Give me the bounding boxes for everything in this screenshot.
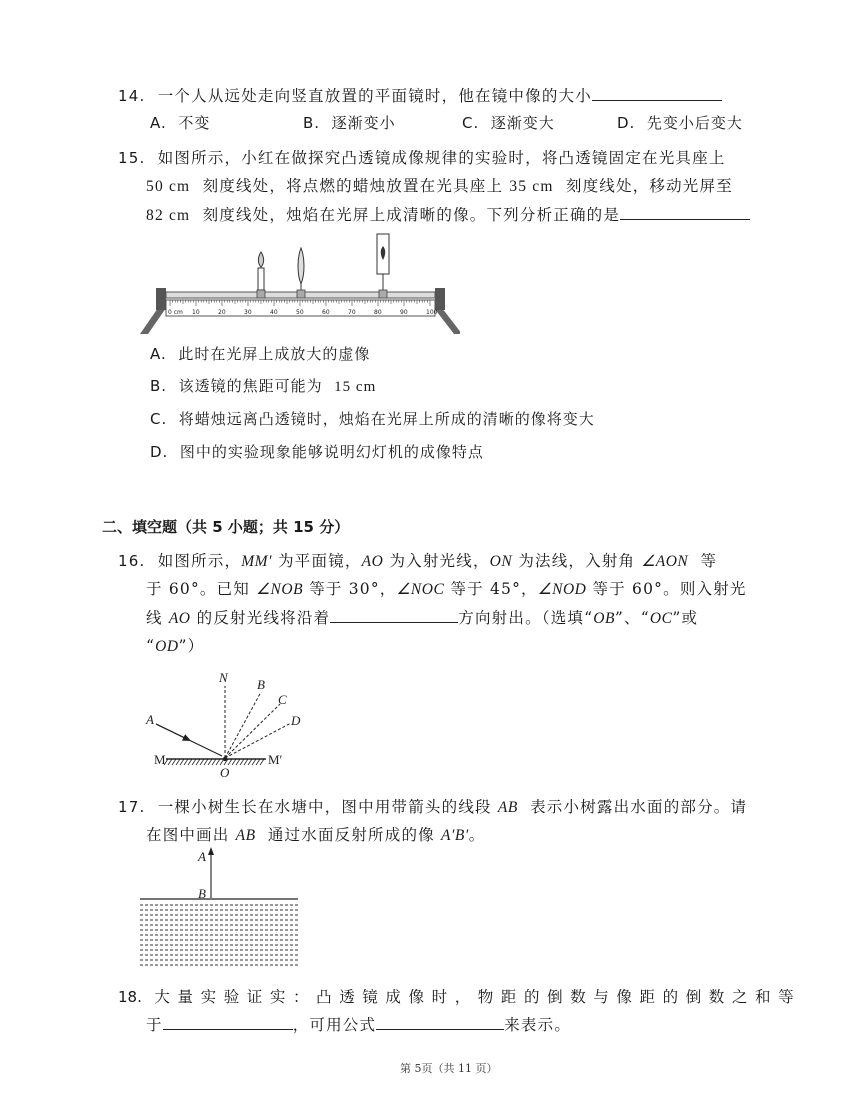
mirror-hatch bbox=[248, 759, 252, 765]
section-heading: 二、填空题（共 5 小题；共 15 分） bbox=[102, 518, 350, 536]
mirror-hatch bbox=[192, 759, 196, 765]
mirror-hatch bbox=[212, 759, 216, 765]
label-n: N bbox=[219, 670, 228, 685]
q16-answer-blank[interactable] bbox=[330, 606, 458, 623]
scale-tick-label: 20 bbox=[218, 309, 226, 316]
mirror-hatch bbox=[184, 759, 188, 765]
scale-tick-label: 60 bbox=[322, 309, 330, 316]
bench-right-end bbox=[435, 288, 445, 310]
water-figure bbox=[140, 845, 310, 970]
label-m: M bbox=[154, 752, 166, 767]
mirror-hatch bbox=[236, 759, 240, 765]
mirror-hatch bbox=[176, 759, 180, 765]
scale-tick-label: 90 bbox=[400, 309, 408, 316]
q16-line-4: “OD”） bbox=[146, 637, 205, 655]
ray-oc bbox=[225, 704, 280, 758]
candle bbox=[257, 252, 265, 298]
convex-lens bbox=[297, 248, 305, 298]
label-a: A bbox=[198, 849, 206, 864]
q16-line-3: 线 AO 的反射光线将沿着 方向射出。（选填“OB”、“OC”或 bbox=[146, 606, 698, 628]
mirror-hatch bbox=[256, 759, 260, 765]
scale-tick-label: 80 bbox=[374, 309, 382, 316]
q15-line-2: 50 cm 刻度线处，将点燃的蜡烛放置在光具座上 35 cm 刻度线处，移动光屏至 bbox=[146, 177, 733, 195]
bench-left-leg bbox=[140, 308, 166, 334]
label-a: A bbox=[146, 712, 154, 727]
scale-tick-label: 100 bbox=[426, 309, 438, 316]
q14-option-a[interactable]: A. 不变 bbox=[150, 114, 211, 132]
page-footer: 第 5页（共 11 页） bbox=[400, 1062, 498, 1075]
mirror-hatch bbox=[188, 759, 192, 765]
mirror-hatch bbox=[260, 759, 264, 765]
q18-line-1: 18. 大量实验证实：凸透镜成像时，物距的倒数与像距的倒数之和等 bbox=[118, 988, 802, 1006]
scale-tick-label: 10 bbox=[192, 309, 200, 316]
label-m-prime: M′ bbox=[268, 752, 283, 767]
bench-right-leg bbox=[434, 308, 460, 334]
scale-tick-label: 50 bbox=[296, 309, 304, 316]
q16-line-1: 16. 如图所示，MM′ 为平面镜，AO 为入射光线，ON 为法线，入射角 ∠AON 等 bbox=[118, 552, 718, 570]
mirror-hatch bbox=[244, 759, 248, 765]
q18-line-2: 于 ，可用公式 来表示。 bbox=[146, 1013, 571, 1035]
arrow-head bbox=[208, 847, 214, 855]
reflection-figure bbox=[140, 666, 320, 786]
label-d: D bbox=[291, 713, 301, 728]
q14-option-d[interactable]: D. 先变小后变大 bbox=[617, 114, 743, 132]
q18-number: 18. bbox=[118, 988, 142, 1006]
q14-stem-text: 一个人从远处走向竖直放置的平面镜时，他在镜中像的大小 bbox=[157, 87, 592, 105]
label-o: O bbox=[220, 765, 230, 780]
q14-number: 14. bbox=[118, 87, 146, 105]
mirror-hatch bbox=[168, 759, 172, 765]
light-screen bbox=[377, 234, 389, 298]
mirror-hatch bbox=[200, 759, 204, 765]
scale-tick-label: 40 bbox=[270, 309, 278, 316]
label-b: B bbox=[257, 677, 265, 692]
q18-answer-blank-1[interactable] bbox=[163, 1013, 293, 1030]
q17-line-2: 在图中画出 AB 通过水面反射所成的像 A′B′。 bbox=[146, 826, 486, 844]
q14-answer-blank[interactable] bbox=[592, 84, 722, 101]
label-b: B bbox=[198, 886, 206, 901]
q15-option-b[interactable]: B. 该透镜的焦距可能为 15 cm bbox=[150, 377, 377, 395]
scale-tick-label: 30 bbox=[244, 309, 252, 316]
q15-answer-blank[interactable] bbox=[620, 203, 750, 220]
mirror-hatch bbox=[240, 759, 244, 765]
q17-line-1: 17. 一棵小树生长在水塘中，图中用带箭头的线段 AB 表示小树露出水面的部分。请 bbox=[118, 798, 748, 816]
q16-line-2: 于 60°。已知 ∠NOB 等于 30°，∠NOC 等于 45°，∠NOD 等于 60°。则入射光 bbox=[146, 580, 747, 598]
mirror-hatch bbox=[232, 759, 236, 765]
scale-tick-label: 0 cm bbox=[168, 309, 183, 316]
q15-line-1: 15. 如图所示，小红在做探究凸透镜成像规律的实验时，将凸透镜固定在光具座上 bbox=[118, 149, 726, 167]
q16-number: 16. bbox=[118, 552, 146, 570]
mirror-hatch bbox=[180, 759, 184, 765]
mirror-hatch bbox=[252, 759, 256, 765]
q18-answer-blank-2[interactable] bbox=[376, 1013, 504, 1030]
q17-number: 17. bbox=[118, 798, 146, 816]
q14-option-c[interactable]: C. 逐渐变大 bbox=[462, 114, 555, 132]
mirror-hatch bbox=[196, 759, 200, 765]
q14-option-b[interactable]: B. 逐渐变小 bbox=[303, 114, 396, 132]
q15-option-c[interactable]: C. 将蜡烛远离凸透镜时，烛焰在光屏上所成的清晰的像将变大 bbox=[150, 410, 595, 428]
mirror-hatch bbox=[208, 759, 212, 765]
bench-left-end bbox=[156, 288, 166, 310]
scale-tick-label: 70 bbox=[348, 309, 356, 316]
mirror-hatch bbox=[204, 759, 208, 765]
q15-number: 15. bbox=[118, 149, 146, 167]
optical-bench-figure bbox=[140, 230, 460, 336]
label-c: C bbox=[278, 692, 287, 707]
q15-line-3: 82 cm 刻度线处，烛焰在光屏上成清晰的像。下列分析正确的是 bbox=[146, 203, 750, 225]
q14-stem bbox=[118, 84, 722, 106]
q15-option-d[interactable]: D. 图中的实验现象能够说明幻灯机的成像特点 bbox=[150, 443, 484, 461]
q15-option-a[interactable]: A. 此时在光屏上成放大的虚像 bbox=[150, 345, 371, 363]
mirror-hatch bbox=[172, 759, 176, 765]
